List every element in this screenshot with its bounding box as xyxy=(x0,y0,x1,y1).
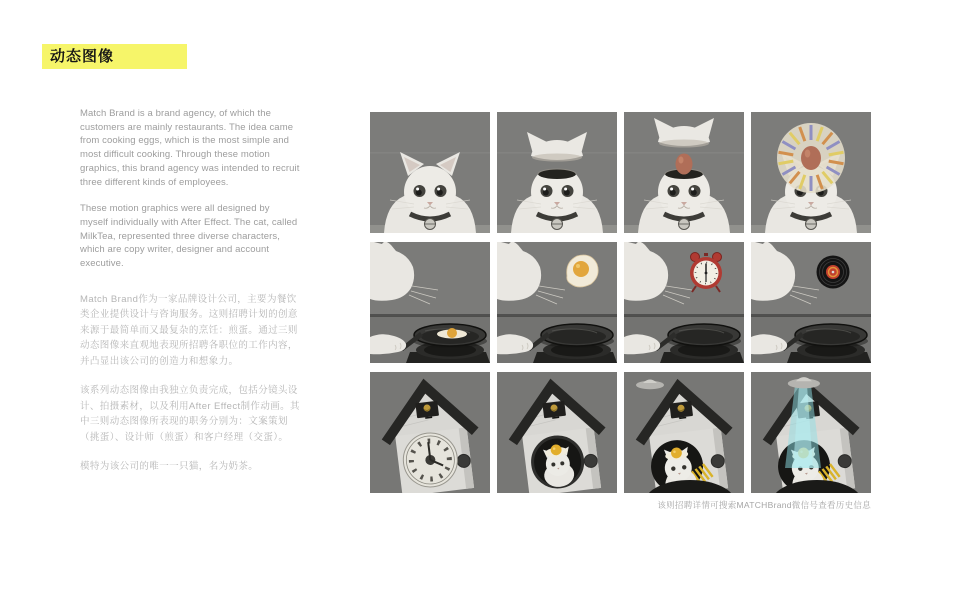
frame-cat-emerging-ufo xyxy=(624,372,744,493)
frame-egg-flipping xyxy=(497,242,617,363)
footer-caption: 该则招聘详情可搜索MATCHBrand微信号查看历史信息 xyxy=(657,500,871,510)
frame-cat-egg-emerging xyxy=(624,112,744,233)
frame-cuckoo-clock xyxy=(370,372,490,493)
frame-cat-in-clock-egg-hat xyxy=(497,372,617,493)
storyboard-grid xyxy=(370,112,871,493)
intro-en-paragraph-1: Match Brand is a brand agency, of which the customers are mainly restaurants. The idea came from cooking eggs, which is the most simple and most difficult cooking. Through these motion graphics, this brand agency was intended to recruit three different kinds of employees. xyxy=(80,108,300,188)
intro-cn-paragraph-1: Match Brand作为一家品牌设计公司，主要为餐饮类企业提供设计与咨询服务。这则招聘计划的创意来源于最简单而又最复杂的烹饪：煎蛋。通过三则动态图像来直观地表现所招聘各职位的工作内容，并凸显出该公司的创造力和想象力。 xyxy=(80,293,298,367)
intro-cn-paragraph-3: 模特为该公司的唯一一只猫，名为奶茶。 xyxy=(80,461,259,473)
intro-text-column xyxy=(80,107,300,475)
sunburst-icon xyxy=(777,123,845,193)
section-title-highlight xyxy=(42,44,187,69)
frame-vinyl-over-pan xyxy=(751,242,871,363)
fried-egg-icon xyxy=(567,255,598,287)
intro-en-paragraph-2: These motion graphics were all designed by myself individually with After Effect. The cat, called MilkTea, represented three diverse characters, which are copy writer, designer and account executive. xyxy=(80,203,298,270)
vinyl-record-icon xyxy=(817,256,850,289)
page-title: 动态图像 xyxy=(50,48,115,65)
alarm-clock-icon xyxy=(690,253,722,293)
egg-icon xyxy=(801,146,821,170)
frame-egg-in-pan xyxy=(370,242,490,363)
frame-alarm-clock-over-pan xyxy=(624,242,744,363)
intro-cn-paragraph-2: 该系列动态图像由我独立负责完成，包括分镜头设计、拍摄素材，以及利用After Effect制作动画。其中三则动态图像所表现的职务分别为：文案策划（挑蛋）、设计师（煎蛋）和客户经理（交蛋）。 xyxy=(80,385,300,443)
frame-ufo-beam-cat xyxy=(751,372,871,493)
egg-icon xyxy=(676,154,693,175)
frame-cat-normal xyxy=(370,112,490,233)
frame-cat-head-opening xyxy=(497,112,617,233)
frame-cat-egg-sunburst xyxy=(751,112,871,233)
